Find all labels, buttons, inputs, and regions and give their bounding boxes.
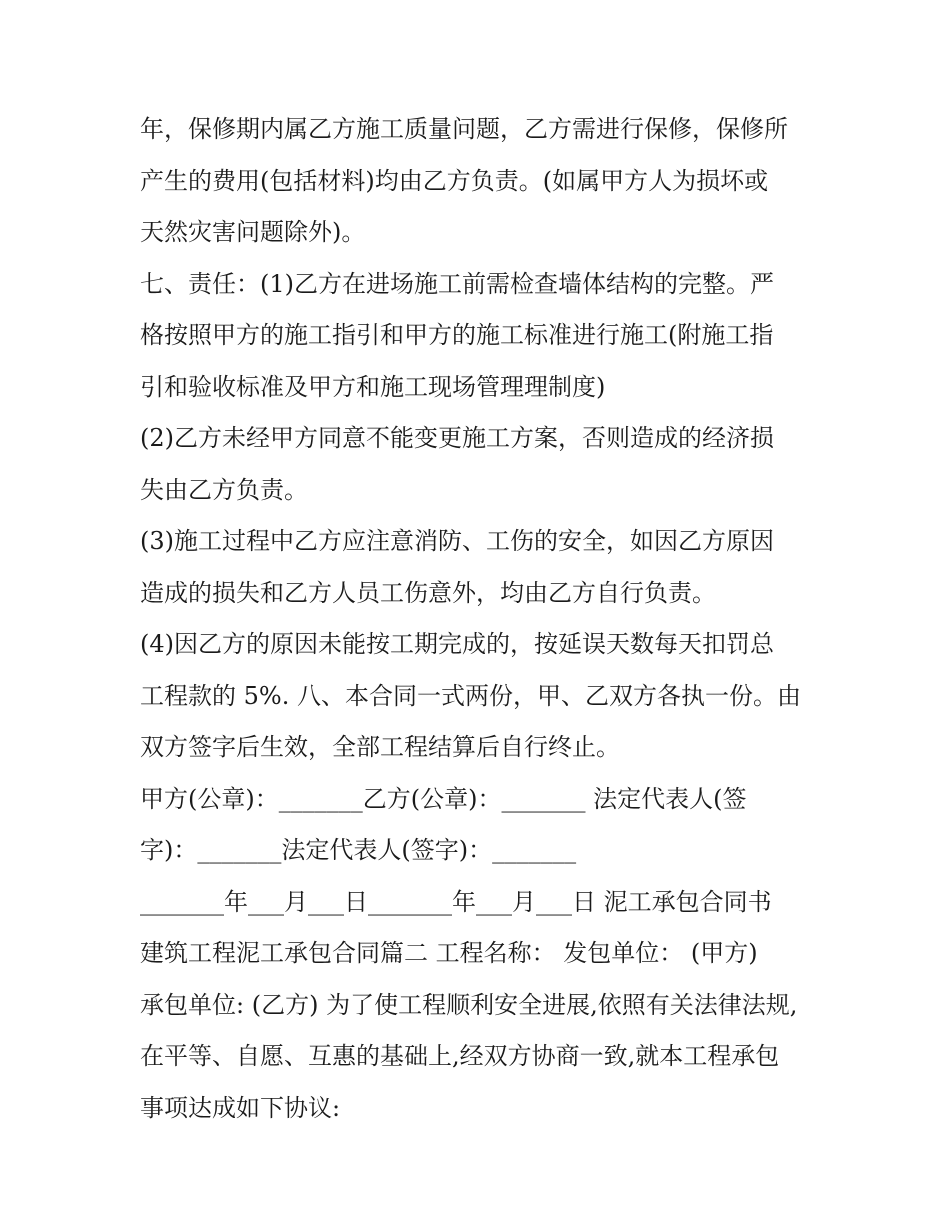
- text-line: 在平等、自愿、互惠的基础上,经双方协商一致,就本工程承包: [140, 1042, 780, 1070]
- text-line: (4)因乙方的原因未能按工期完成的，按延误天数每天扣罚总: [140, 630, 774, 658]
- text-line: _______年___月___日_______年___月___日 泥工承包合同书: [140, 887, 772, 916]
- text-line: 失由乙方负责。: [140, 475, 308, 504]
- text-line: 格按照甲方的施工指引和甲方的施工标准进行施工(附施工指: [140, 321, 774, 349]
- text-line: 引和验收标准及甲方和施工现场管理理制度): [140, 372, 606, 401]
- text-line: 甲方(公章)：_______乙方(公章)：_______ 法定代表人(签: [140, 784, 747, 813]
- document-body: [140, 104, 830, 1134]
- text-line: 双方签字后生效，全部工程结算后自行终止。: [140, 733, 620, 761]
- text-line: 事项达成如下协议:: [140, 1093, 341, 1122]
- text-line: 天然灾害问题除外)。: [140, 218, 366, 246]
- text-line: (2)乙方未经甲方同意不能变更施工方案，否则造成的经济损: [140, 424, 774, 452]
- text-line: 年，保修期内属乙方施工质量问题，乙方需进行保修，保修所: [140, 115, 788, 143]
- text-line: 承包单位: (乙方) 为了使工程顺利安全进展,依照有关法律法规,: [140, 990, 798, 1019]
- text-line: (3)施工过程中乙方应注意消防、工伤的安全，如因乙方原因: [140, 527, 774, 555]
- text-line: 产生的费用(包括材料)均由乙方负责。(如属甲方人为损坏或: [140, 166, 769, 195]
- text-line: 工程款的 5%. 八、本合同一式两份，甲、乙双方各执一份。由: [140, 681, 801, 710]
- text-line: 字)：_______法定代表人(签字)：_______: [140, 836, 577, 864]
- text-line: 七、责任：(1)乙方在进场施工前需检查墙体结构的完整。严: [140, 269, 774, 298]
- text-line: 建筑工程泥工承包合同篇二 工程名称： 发包单位： (甲方): [140, 939, 758, 967]
- text-line: 造成的损失和乙方人员工伤意外，均由乙方自行负责。: [140, 578, 716, 607]
